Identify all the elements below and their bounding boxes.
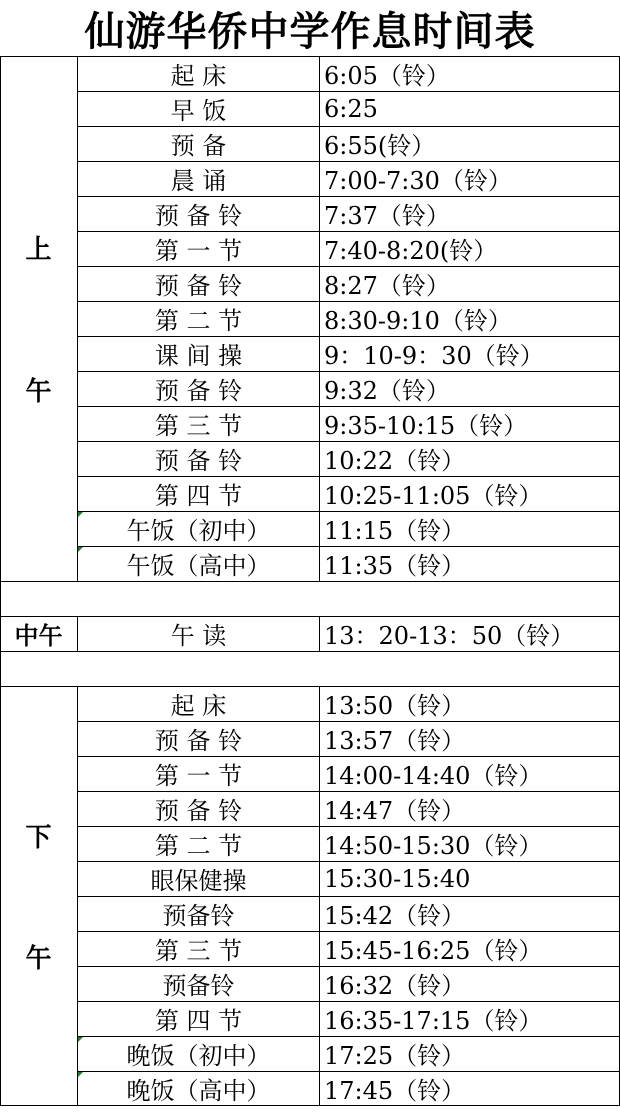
activity-cell: 午饭（初中） bbox=[126, 517, 271, 545]
time-cell: 10:22（铃） bbox=[324, 447, 466, 475]
activity-cell: 第 二 节 bbox=[154, 307, 243, 335]
activity-cell: 第 一 节 bbox=[154, 762, 243, 790]
activity-cell: 晨 诵 bbox=[170, 167, 227, 195]
time-cell: 13：20-13：50（铃） bbox=[324, 622, 575, 650]
activity-cell: 早 饭 bbox=[170, 97, 227, 125]
time-cell: 6:05（铃） bbox=[324, 62, 450, 90]
activity-cell: 预 备 铃 bbox=[154, 202, 243, 230]
activity-cell: 晚饭（高中） bbox=[126, 1077, 271, 1105]
time-cell: 7:37（铃） bbox=[324, 202, 450, 230]
time-cell: 10:25-11:05（铃） bbox=[324, 482, 543, 510]
time-cell: 8:30-9:10（铃） bbox=[324, 307, 512, 335]
time-cell: 8:27（铃） bbox=[324, 272, 450, 300]
activity-cell: 预 备 铃 bbox=[154, 377, 243, 405]
activity-cell: 第 三 节 bbox=[154, 937, 243, 965]
comment-marker-icon bbox=[78, 1072, 83, 1077]
activity-cell: 午 读 bbox=[170, 622, 227, 650]
activity-cell: 第 一 节 bbox=[154, 237, 243, 265]
time-cell: 6:55(铃） bbox=[324, 132, 436, 160]
comment-marker-icon bbox=[78, 512, 83, 517]
time-cell: 15:42（铃） bbox=[324, 902, 466, 930]
activity-cell: 起 床 bbox=[170, 692, 227, 720]
activity-cell: 预 备 bbox=[170, 132, 227, 160]
schedule-table bbox=[0, 56, 620, 1112]
noon-label: 中午 bbox=[14, 622, 63, 650]
activity-cell: 预备铃 bbox=[162, 972, 235, 1000]
activity-cell: 第 三 节 bbox=[154, 412, 243, 440]
activity-cell: 眼保健操 bbox=[150, 867, 247, 895]
comment-marker-icon bbox=[78, 547, 83, 552]
activity-cell: 起 床 bbox=[170, 62, 227, 90]
activity-cell: 预 备 铃 bbox=[154, 727, 243, 755]
activity-cell: 预备铃 bbox=[162, 902, 235, 930]
activity-cell: 晚饭（初中） bbox=[126, 1042, 271, 1070]
time-cell: 11:35（铃） bbox=[324, 552, 466, 580]
time-cell: 9：10-9：30（铃） bbox=[324, 342, 544, 370]
section-divider bbox=[0, 651, 620, 652]
activity-cell: 预 备 铃 bbox=[154, 447, 243, 475]
time-cell: 14:00-14:40（铃） bbox=[324, 762, 543, 790]
time-cell: 6:25 bbox=[324, 94, 378, 123]
time-cell: 15:45-16:25（铃） bbox=[324, 937, 543, 965]
time-cell: 9:32（铃） bbox=[324, 377, 450, 405]
page-title: 仙游华侨中学作息时间表 bbox=[84, 7, 536, 55]
afternoon-label bbox=[0, 686, 77, 1106]
activity-cell: 第 四 节 bbox=[154, 1007, 243, 1035]
time-cell: 16:35-17:15（铃） bbox=[324, 1007, 543, 1035]
morning-divider-time bbox=[319, 56, 320, 581]
activity-cell: 课 间 操 bbox=[154, 342, 243, 370]
activity-cell: 预 备 铃 bbox=[154, 272, 243, 300]
noon-divider-time bbox=[319, 616, 320, 651]
section-divider bbox=[0, 581, 620, 582]
afternoon-label-bottom: 午 bbox=[25, 944, 52, 974]
activity-cell: 午饭（高中） bbox=[126, 552, 271, 580]
activity-cell: 第 四 节 bbox=[154, 482, 243, 510]
time-cell: 17:25（铃） bbox=[324, 1042, 466, 1070]
afternoon-label-top: 下 bbox=[25, 823, 52, 853]
time-cell: 17:45（铃） bbox=[324, 1077, 466, 1105]
time-cell: 14:50-15:30（铃） bbox=[324, 832, 543, 860]
time-cell: 14:47（铃） bbox=[324, 797, 466, 825]
activity-cell: 预 备 铃 bbox=[154, 797, 243, 825]
time-cell: 16:32（铃） bbox=[324, 972, 466, 1000]
activity-cell: 第 二 节 bbox=[154, 832, 243, 860]
time-cell: 7:40-8:20(铃） bbox=[324, 237, 498, 265]
time-cell: 11:15（铃） bbox=[324, 517, 466, 545]
time-cell: 9:35-10:15（铃） bbox=[324, 412, 528, 440]
comment-marker-icon bbox=[78, 1037, 83, 1042]
time-cell: 13:57（铃） bbox=[324, 727, 466, 755]
time-cell: 15:30-15:40 bbox=[324, 864, 471, 893]
time-cell: 7:00-7:30（铃） bbox=[324, 167, 512, 195]
morning-label-bottom: 午 bbox=[25, 377, 52, 407]
morning-label bbox=[0, 56, 77, 581]
morning-label-top: 上 bbox=[25, 235, 52, 265]
time-cell: 13:50（铃） bbox=[324, 692, 466, 720]
